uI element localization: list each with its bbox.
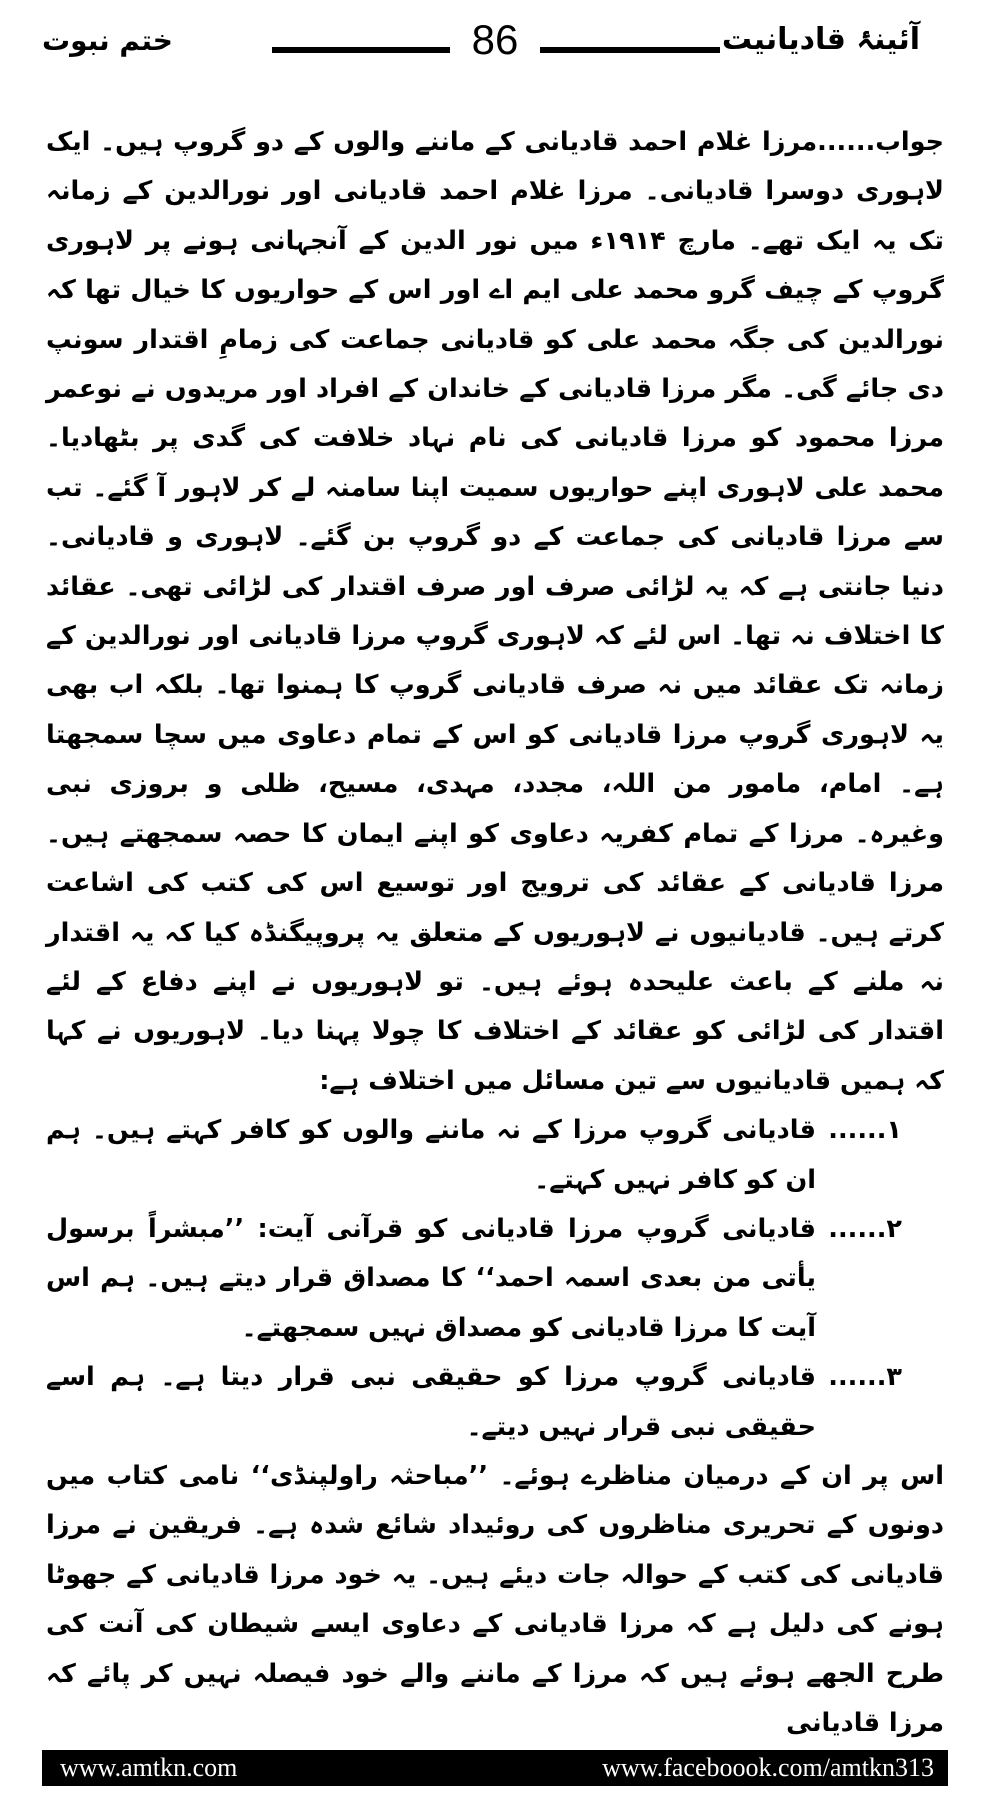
website-link[interactable]: www.amtkn.com (60, 1753, 238, 1782)
book-title: آئینۂ قادیانیت (721, 22, 920, 57)
list-item (46, 1205, 902, 1353)
facebook-link[interactable]: www.faceboook.com/amtkn313 (602, 1753, 934, 1782)
list-item-text: قادیانی گروپ مرزا قادیانی کو قرآنی آیت: ’’مبشراً برسول یأتی من بعدی اسمہ احمد‘‘ کا مصداق قرار دیتے ہیں۔ ہم اس آیت کا مرزا قادیانی کو مصداق نہیں سمجھتے۔ (46, 1213, 816, 1343)
list-item-number: ۳...... (828, 1362, 902, 1393)
section-title: ختم نبوت (42, 24, 173, 57)
debate-paragraph: اس پر ان کے درمیان مناظرے ہوئے۔ ’’مباحثہ راولپنڈی‘‘ نامی کتاب میں دونوں کے تحریری مناظروں کی روئیداد شائع شدہ ہے۔ فریقین نے مرزا قادیانی کی کتب کے حوالہ جات دیئے ہیں۔ یہ خود مرزا قادیانی کے جھوٹا ہونے کی دلیل ہے کہ مرزا قادیانی کے دعاوی ایسے شیطان کی آنت کی طرح الجھے ہوئے ہیں کہ مرزا کے ماننے والے خود فیصلہ نہیں کر پائے کہ مرزا قادیانی (46, 1460, 944, 1738)
list-item-number: ۱...... (828, 1115, 902, 1146)
page-header (0, 14, 990, 70)
header-rule-left (272, 47, 450, 53)
list-item-text: قادیانی گروپ مرزا کے نہ ماننے والوں کو کافر کہتے ہیں۔ ہم ان کو کافر نہیں کہتے۔ (46, 1115, 816, 1195)
difference-list (46, 1106, 944, 1452)
header-rule-right (540, 47, 720, 53)
list-item-number: ۲...... (828, 1213, 902, 1244)
page-body (46, 118, 944, 1748)
page-footer (42, 1750, 948, 1786)
list-item (46, 1353, 902, 1452)
list-item-text: قادیانی گروپ مرزا کو حقیقی نبی قرار دیتا ہے۔ ہم اسے حقیقی نبی قرار نہیں دیتے۔ (46, 1362, 816, 1442)
list-item (46, 1106, 902, 1205)
page-number: 86 (471, 16, 519, 63)
answer-paragraph: جواب......مرزا غلام احمد قادیانی کے ماننے والوں کے دو گروپ ہیں۔ ایک لاہوری دوسرا قادیانی۔ مرزا غلام احمد قادیانی اور نورالدین کے زمانہ تک یہ ایک تھے۔ مارچ ۱۹۱۴ء میں نور الدین کے آنجہانی ہونے پر لاہوری گروپ کے چیف گرو محمد علی ایم اے اور اس کے حواریوں کا خیال تھا کہ نورالدین کی جگہ محمد علی کو قادیانی جماعت کی زمامِ اقتدار سونپ دی جائے گی۔ مگر مرزا قادیانی کے خاندان کے افراد اور مریدوں نے نوعمر مرزا محمود کو مرزا قادیانی کی نام نہاد خلافت کی گدی پر بٹھادیا۔ محمد علی لاہوری اپنے حواریوں سمیت اپنا سامنہ لے کر لاہور آ گئے۔ تب سے مرزا قادیانی کی جماعت کے دو گروپ بن گئے۔ لاہوری و قادیانی۔ دنیا جانتی ہے کہ یہ لڑائی صرف اور صرف اقتدار کی لڑائی تھی۔ عقائد کا اختلاف نہ تھا۔ اس لئے کہ لاہوری گروپ مرزا قادیانی اور نورالدین کے زمانہ تک عقائد میں نہ صرف قادیانی گروپ کا ہمنوا تھا۔ بلکہ اب بھی یہ لاہوری گروپ مرزا قادیانی کو اس کے تمام دعاوی میں سچا سمجھتا ہے۔ امام، مامور من اللہ، مجدد، مہدی، مسیح، ظلی و بروزی نبی وغیرہ۔ مرزا کے تمام کفریہ دعاوی کو اپنے ایمان کا حصہ سمجھتے ہیں۔ مرزا قادیانی کے عقائد کی ترویج اور توسیع اس کی کتب کی اشاعت کرتے ہیں۔ قادیانیوں نے لاہوریوں کے متعلق یہ پروپیگنڈہ کیا کہ یہ اقتدار نہ ملنے کے باعث علیحدہ ہوئے ہیں۔ تو لاہوریوں نے اپنے دفاع کے لئے اقتدار کی لڑائی کو عقائد کے اختلاف کا چولا پہنا دیا۔ لاہوریوں نے کہا کہ ہمیں قادیانیوں سے تین مسائل میں اختلاف ہے: (46, 127, 944, 1096)
